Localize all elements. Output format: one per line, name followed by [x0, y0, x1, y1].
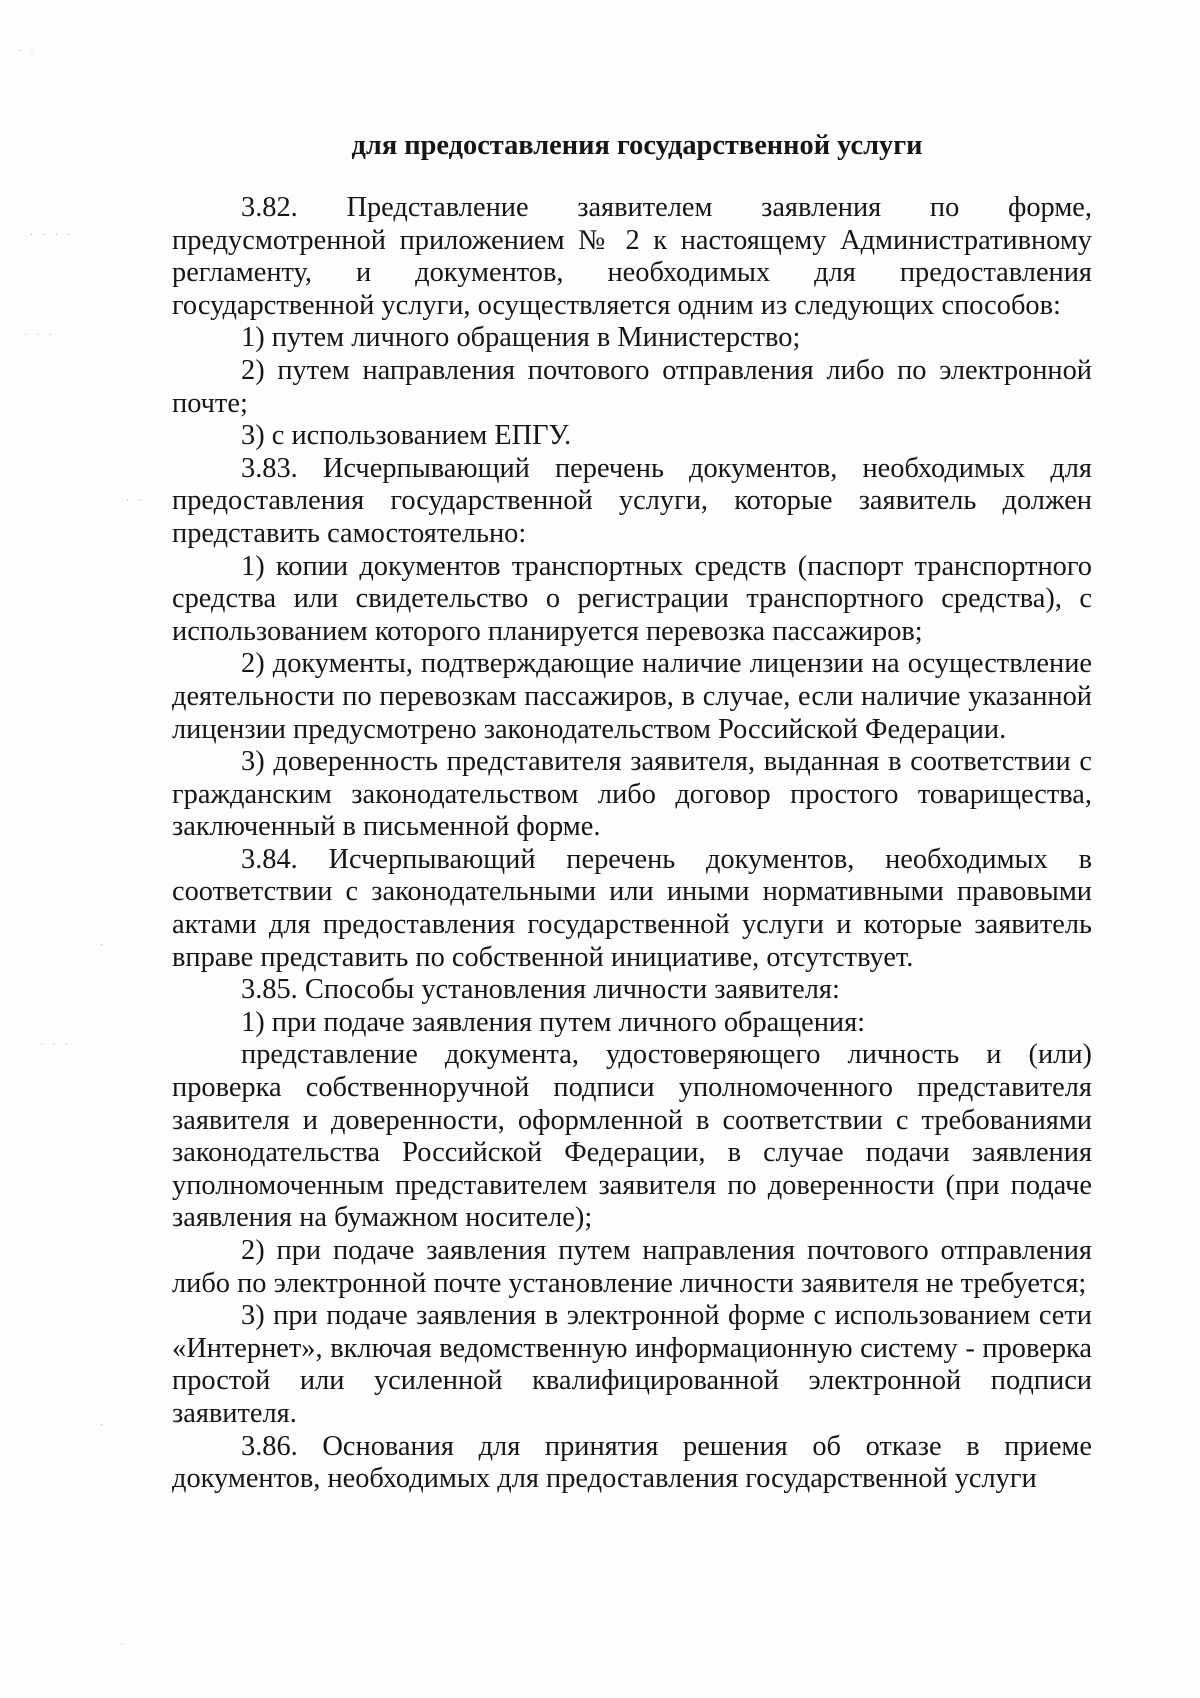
- paragraph-3-82: 3.82. Представление заявителем заявления по форме, предусмотренной приложением № 2 к настоящему Административному регламенту, и документов, необходимых для предоставления государственной услуги, осуществляется одним из следующих способов:: [172, 192, 1092, 321]
- list-item: 2) путем направления почтового отправления либо по электронной почте;: [172, 354, 1092, 419]
- section-heading: для предоставления государственной услуги: [351, 130, 923, 161]
- scan-noise: · · ·: [40, 1040, 71, 1051]
- paragraph-3-85: 3.85. Способы установления личности заявителя:: [241, 974, 840, 1006]
- list-item: 3) при подаче заявления в электронной форме с использованием сети «Интернет», включая ведомственную информационную систему - проверка простой или усиленной квалифицированной электронной подписи заявителя.: [172, 1300, 1092, 1429]
- list-item: 1) при подаче заявления путем личного обращения:: [241, 1006, 866, 1038]
- list-item: 1) копии документов транспортных средств (паспорт транспортного средства или свидетельство о регистрации транспортного средства), с использованием которого планируется перевозка пассажиров;: [172, 550, 1092, 647]
- list-item: 2) документы, подтверждающие наличие лицензии на осуществление деятельности по перевозкам пассажиров, в случае, если наличие указанной лицензии предусмотрено законодательством Российской Федерации.: [172, 648, 1092, 745]
- scan-noise: ·: [120, 1640, 127, 1651]
- scan-noise: · · ·: [24, 330, 55, 341]
- list-item: 3) доверенность представителя заявителя, выданная в соответствии с гражданским законодательством либо договор простого товарищества, заключенный в письменной форме.: [172, 746, 1092, 843]
- document-body: [172, 130, 1092, 1496]
- paragraph-3-84: 3.84. Исчерпывающий перечень документов, необходимых в соответствии с законодательными или иными нормативными правовыми актами для предоставления государственной услуги и которые заявитель вправе представить по собственной инициативе, отсутствует.: [172, 843, 1092, 973]
- scan-noise: ·: [100, 1420, 107, 1431]
- list-item: 1) путем личного обращения в Министерство;: [241, 322, 801, 354]
- list-item: 3) с использованием ЕПГУ.: [241, 420, 572, 452]
- paragraph-3-83: 3.83. Исчерпывающий перечень документов, необходимых для предоставления государственной услуги, которые заявитель должен представить самостоятельно:: [172, 452, 1092, 549]
- list-item: 2) при подаче заявления путем направления почтового отправления либо по электронной почте установление личности заявителя не требуется;: [172, 1235, 1092, 1299]
- paragraph-3-86: 3.86. Основания для принятия решения об отказе в приеме документов, необходимых для предоставления государственной услуги: [172, 1430, 1092, 1495]
- scan-noise: · ·: [126, 496, 145, 507]
- paragraph: представление документа, удостоверяющего личность и (или) проверка собственноручной подписи уполномоченного представителя заявителя и доверенности, оформленной в соответствии с требованиями законодательства Российской Федерации, в случае подачи заявления уполномоченным представителем заявителя по доверенности (при подаче заявления на бумажном носителе);: [172, 1039, 1092, 1234]
- scan-noise: ·: [100, 940, 107, 951]
- scan-noise: · ·: [18, 46, 37, 57]
- scan-noise: · · · ·: [30, 230, 74, 241]
